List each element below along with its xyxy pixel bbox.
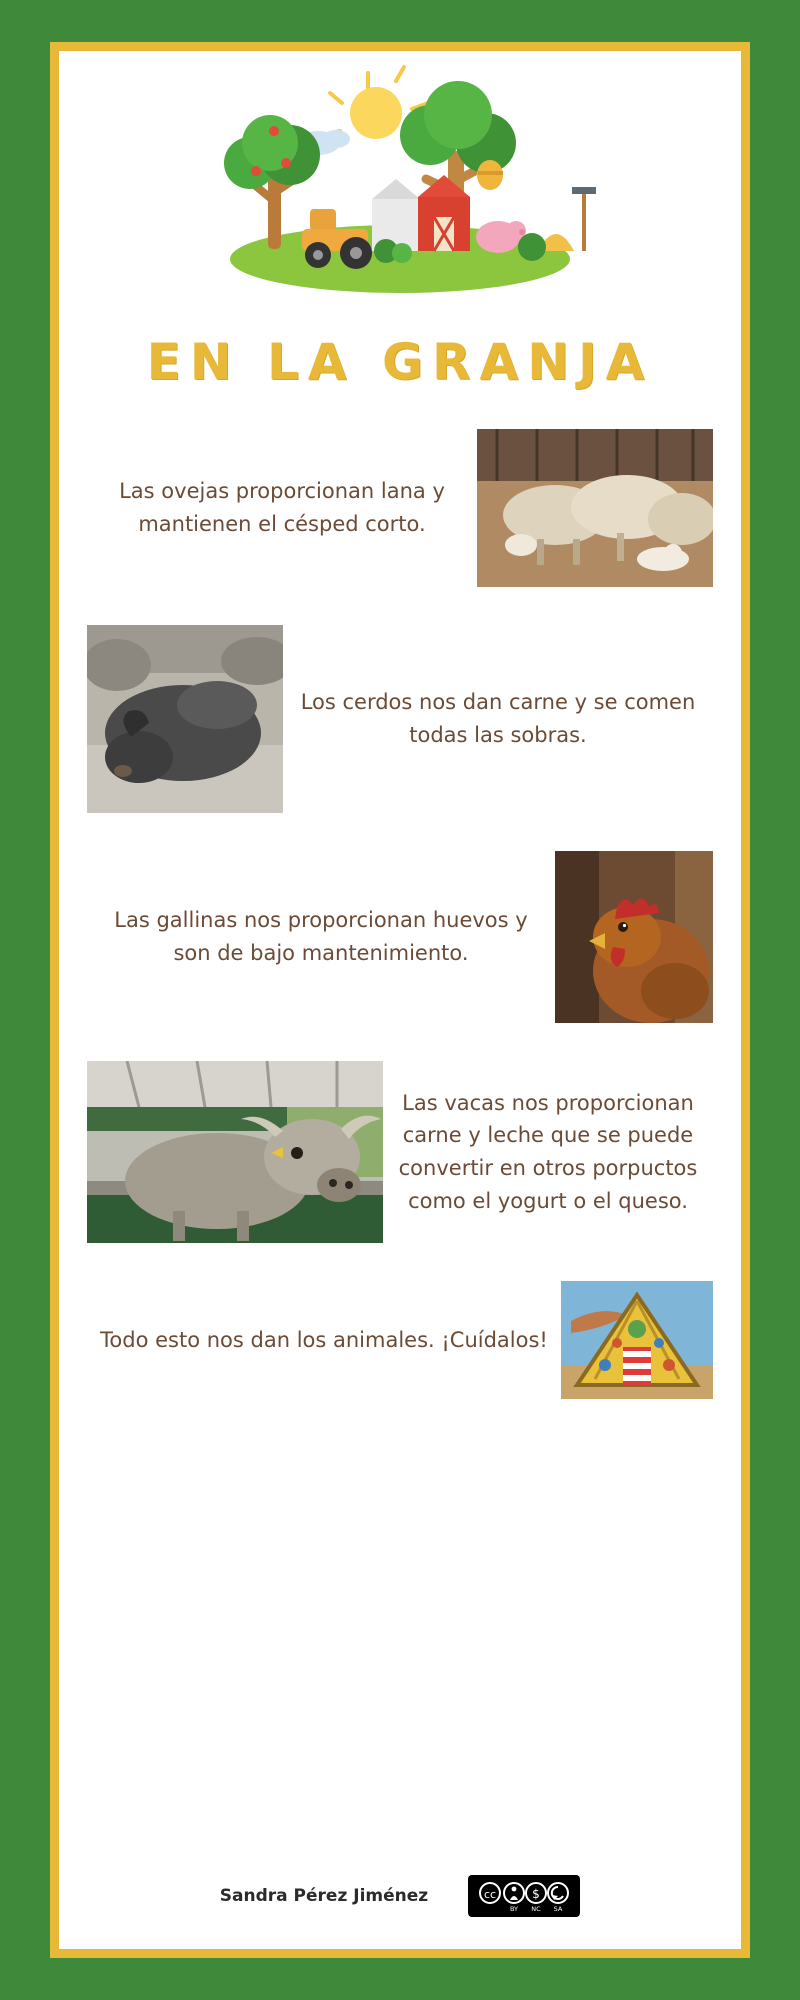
section-sheep: [59, 429, 741, 587]
farmhouse-photo: [561, 1281, 713, 1399]
author-name: Sandra Pérez Jiménez: [219, 1886, 429, 1906]
caption-closing: Todo esto nos dan los animales. ¡Cuídalos!: [100, 1327, 548, 1352]
footer: [59, 1875, 741, 1917]
svg-text:BY: BY: [510, 1905, 519, 1913]
page-title: EN LA GRANJA: [146, 333, 654, 391]
caption-cow: Las vacas nos proporcionan carne y leche que se puede convertir en otros porpuctos como el yogurt o el queso.: [398, 1090, 698, 1213]
pig-photo: [87, 625, 283, 813]
svg-text:NC: NC: [531, 1905, 541, 1913]
cc-license-icon: [472, 1878, 576, 1914]
section-closing: [59, 1281, 741, 1399]
svg-text:SA: SA: [553, 1905, 563, 1913]
poster: [50, 42, 750, 1958]
section-hen: [59, 851, 741, 1023]
hen-photo: [555, 851, 713, 1023]
farm-scene-icon: [190, 51, 610, 301]
caption-hen: Las gallinas nos proporcionan huevos y son de bajo mantenimiento.: [114, 908, 528, 965]
caption-sheep: Las ovejas proporcionan lana y mantienen el césped corto.: [119, 479, 445, 536]
section-cow: [59, 1061, 741, 1243]
creative-commons-badge: [468, 1875, 580, 1917]
cow-photo: [87, 1061, 383, 1243]
sheep-photo: [477, 429, 713, 587]
hero-illustration: [59, 51, 741, 351]
caption-pig: Los cerdos nos dan carne y se comen todas las sobras.: [300, 690, 696, 747]
poster-inner: [59, 51, 741, 1949]
svg-text:$: $: [532, 1887, 541, 1901]
svg-text:cc: cc: [484, 1888, 497, 1901]
section-pig: [59, 625, 741, 813]
